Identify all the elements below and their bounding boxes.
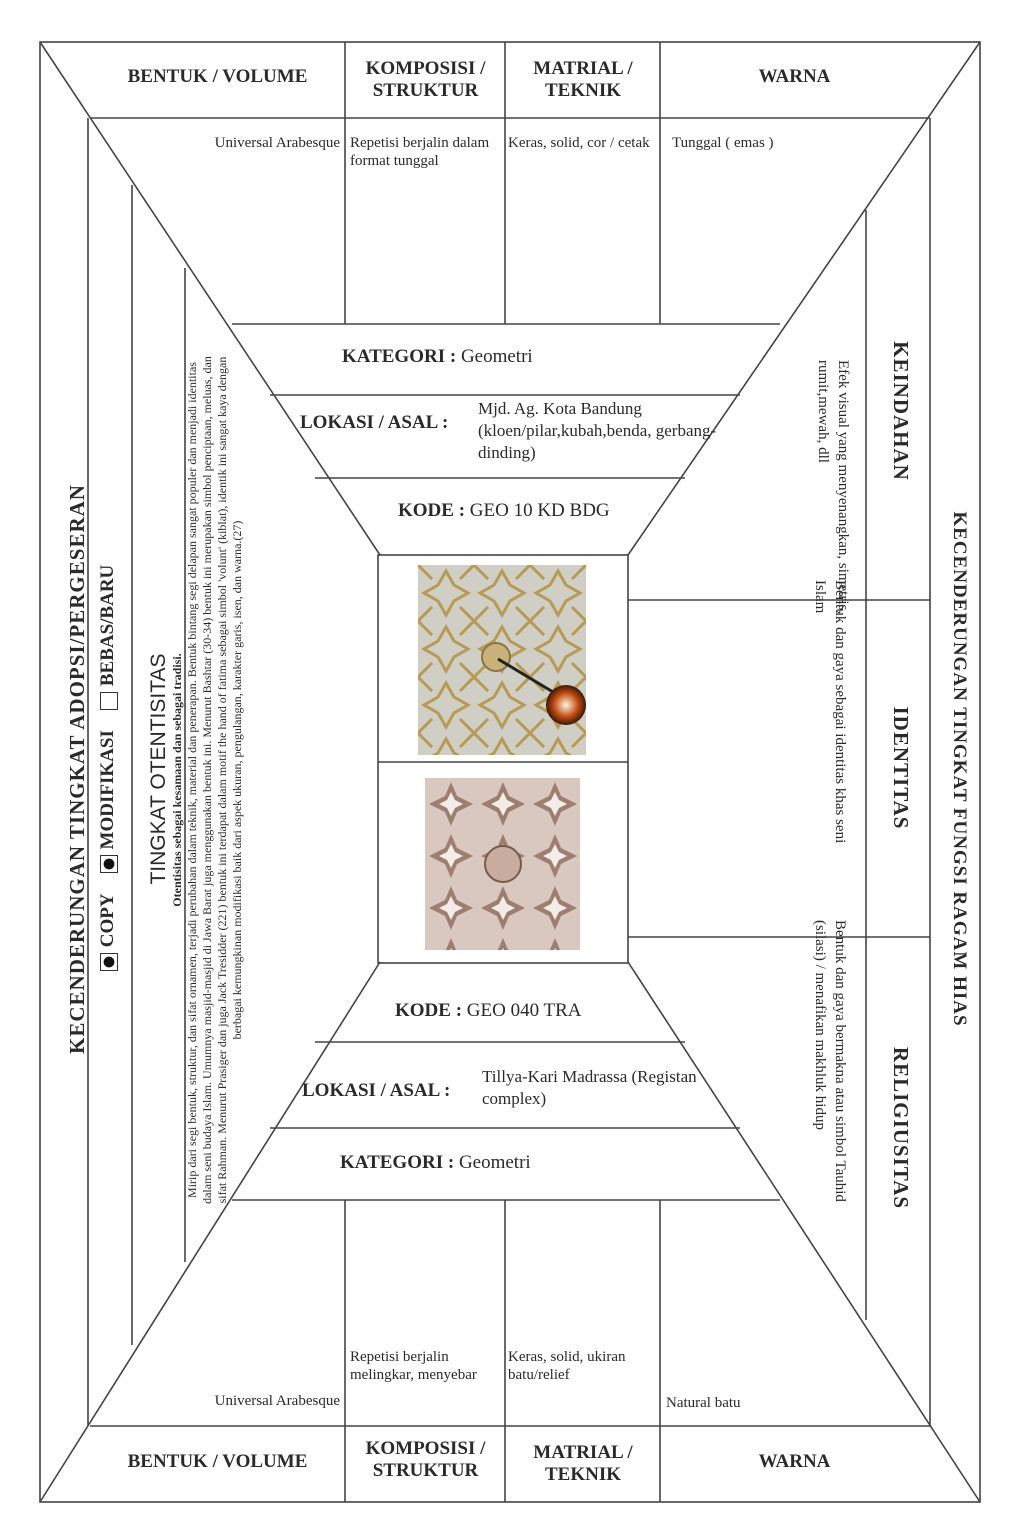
bottom-header-material: MATRIAL / TEKNIK <box>533 1442 633 1485</box>
otentisitas-title: TINGKAT OTENTISITAS <box>147 653 170 885</box>
top-header-bentuk: BENTUK / VOLUME <box>127 66 308 87</box>
bottom-header-warna: WARNA <box>758 1451 831 1472</box>
top-lokasi-label: LOKASI / ASAL : <box>300 412 449 433</box>
left-title-adopsi: KECENDERUNGAN TINGKAT ADOPSI/PERGESERAN <box>65 484 89 1054</box>
top-header-warna: WARNA <box>758 66 831 87</box>
top-cell-bentuk: Universal Arabesque <box>214 135 340 151</box>
checkbox-empty-icon[interactable] <box>100 692 118 710</box>
section-keindahan-text: Efek visual yang menyenangkan, simetris, rumit,mewah, dll <box>815 360 851 615</box>
section-keindahan-header: KEINDAHAN <box>889 341 913 481</box>
option-copy[interactable]: COPY <box>100 893 117 971</box>
top-cell-material: Keras, solid, cor / cetak <box>508 135 650 151</box>
section-religiusitas-header: RELIGIUSITAS <box>889 1046 913 1210</box>
bottom-cell-material: Keras, solid, ukiran batu/relief <box>508 1349 626 1383</box>
top-cell-warna: Tunggal ( emas ) <box>672 135 774 151</box>
bottom-cell-komposisi: Repetisi berjalin melingkar, menyebar <box>350 1349 477 1383</box>
bottom-kode: KODE : GEO 040 TRA <box>395 1000 582 1021</box>
section-religiusitas-text: Bentuk dan gaya bermakna atau simbol Tauhid (silasi) / menafikan makhluk hidup <box>812 920 848 1202</box>
ornament-photo-top <box>418 565 586 755</box>
top-lokasi-value: Mjd. Ag. Kota Bandung (kloen/pilar,kubah,benda, gerbang-dinding) <box>478 399 717 462</box>
option-bebas-baru[interactable]: BEBAS/BARU <box>100 565 117 710</box>
ornament-photo-bottom <box>425 778 580 950</box>
option-modifikasi[interactable]: MODIFIKASI <box>100 730 117 873</box>
bottom-header-bentuk: BENTUK / VOLUME <box>127 1451 308 1472</box>
section-identitas-header: IDENTITAS <box>889 706 913 830</box>
right-title-fungsi: KECENDERUNGAN TINGKAT FUNGSI RAGAM HIAS <box>949 511 970 1027</box>
bottom-cell-warna: Natural batu <box>666 1395 741 1411</box>
checkbox-filled-icon[interactable] <box>100 855 118 873</box>
bottom-cell-bentuk: Universal Arabesque <box>214 1393 340 1409</box>
bottom-lokasi-value: Tillya-Kari Madrassa (Registan complex) <box>482 1067 697 1108</box>
section-identitas-text: Bentuk dan gaya sebagai identitas khas seni Islam <box>812 580 848 844</box>
bottom-lokasi-label: LOKASI / ASAL : <box>302 1080 451 1101</box>
bottom-header-komposisi: KOMPOSISI / STRUKTUR <box>365 1438 486 1481</box>
top-header-komposisi: KOMPOSISI / STRUKTUR <box>365 58 486 101</box>
top-kode: KODE : GEO 10 KD BDG <box>398 500 610 521</box>
checkbox-filled-icon[interactable] <box>100 953 118 971</box>
top-header-material: MATRIAL / TEKNIK <box>533 58 633 101</box>
top-kategori: KATEGORI : Geometri <box>342 346 533 367</box>
otentisitas-text: Otentisitas sebagai kesamaan dan sebagai tradisi. Mirip dari segi bentuk, struktur, dan sifat ornamen, terjadi perubahan dalam teknik, material dan penerapan. Bentuk bintang segi delapan sangat populer dan menjadi identitas dalam seni budaya Islam. Umumnya masjid-masjid di Jawa Barat juga menggunakan bentuk ini. Menurut Bashtar (30-34) bentuk ini merupakan simbol penciptaan, meluas, dan sifat Rahman. Menurut Prasiger dan juga Jack Tresidder (221) bentuk ini terdapat dalam motif the hand of fatima sebagai simbol 'volunt' (kiblat), identik ini sangat kaya dengan berbagai kemungkinan modifikasi baik dari aspek ukuran, pengulangan, karakter garis, isen, dan warna.(27) <box>170 356 244 1204</box>
adopsi-options <box>97 418 123 1118</box>
top-cell-komposisi: Repetisi berjalin dalam format tunggal <box>350 135 490 169</box>
bottom-kategori: KATEGORI : Geometri <box>340 1152 531 1173</box>
